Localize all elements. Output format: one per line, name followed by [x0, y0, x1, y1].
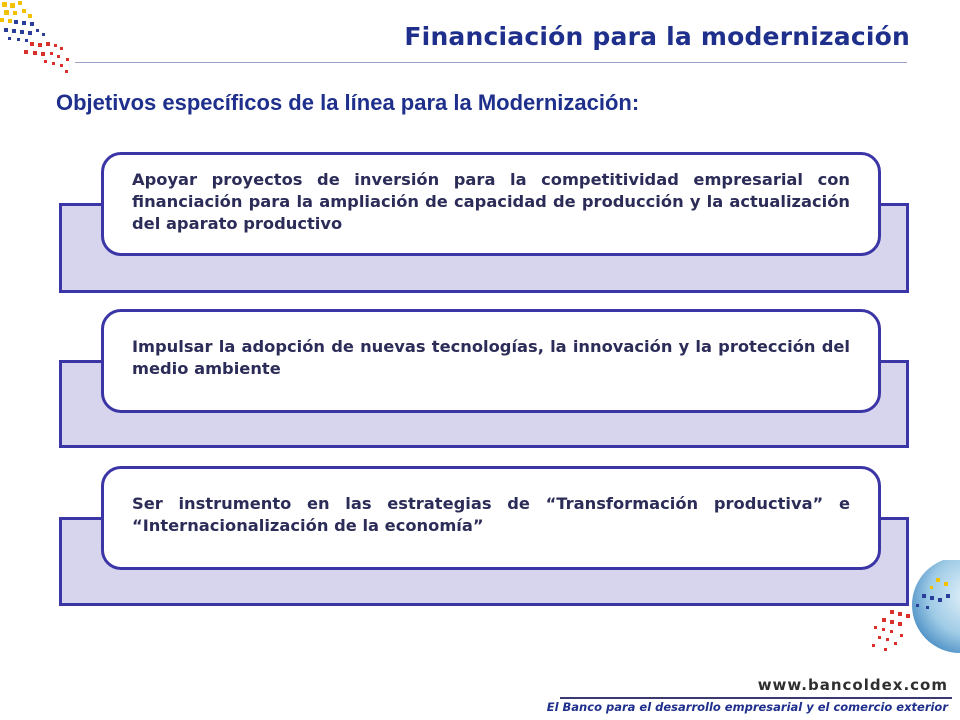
objective-2-text: Impulsar la adopción de nuevas tecnologías, la innovación y la protección del medio ambiente: [132, 337, 850, 378]
page-title: Financiación para la modernización: [404, 22, 910, 51]
objective-3-text: Ser instrumento en las estrategias de “Transformación productiva” e “Internacionalización de la economía”: [132, 494, 850, 535]
objective-1-text: Apoyar proyectos de inversión para la competitividad empresarial con financiación para la ampliación de capacidad de producción y la actualización del aparato productivo: [132, 170, 850, 233]
footer-slogan: El Banco para el desarrollo empresarial y el comercio exterior: [546, 700, 948, 714]
objective-1-card: [101, 152, 881, 256]
globe-dots-icon: [860, 560, 960, 670]
objective-3-card: [101, 466, 881, 570]
footer-divider: [560, 697, 952, 699]
objective-2-card: [101, 309, 881, 413]
website-url: www.bancoldex.com: [757, 676, 948, 694]
header-divider: [75, 62, 907, 63]
section-heading: Objetivos específicos de la línea para la Modernización:: [56, 90, 640, 115]
bancoldex-dots-logo: [0, 0, 80, 80]
